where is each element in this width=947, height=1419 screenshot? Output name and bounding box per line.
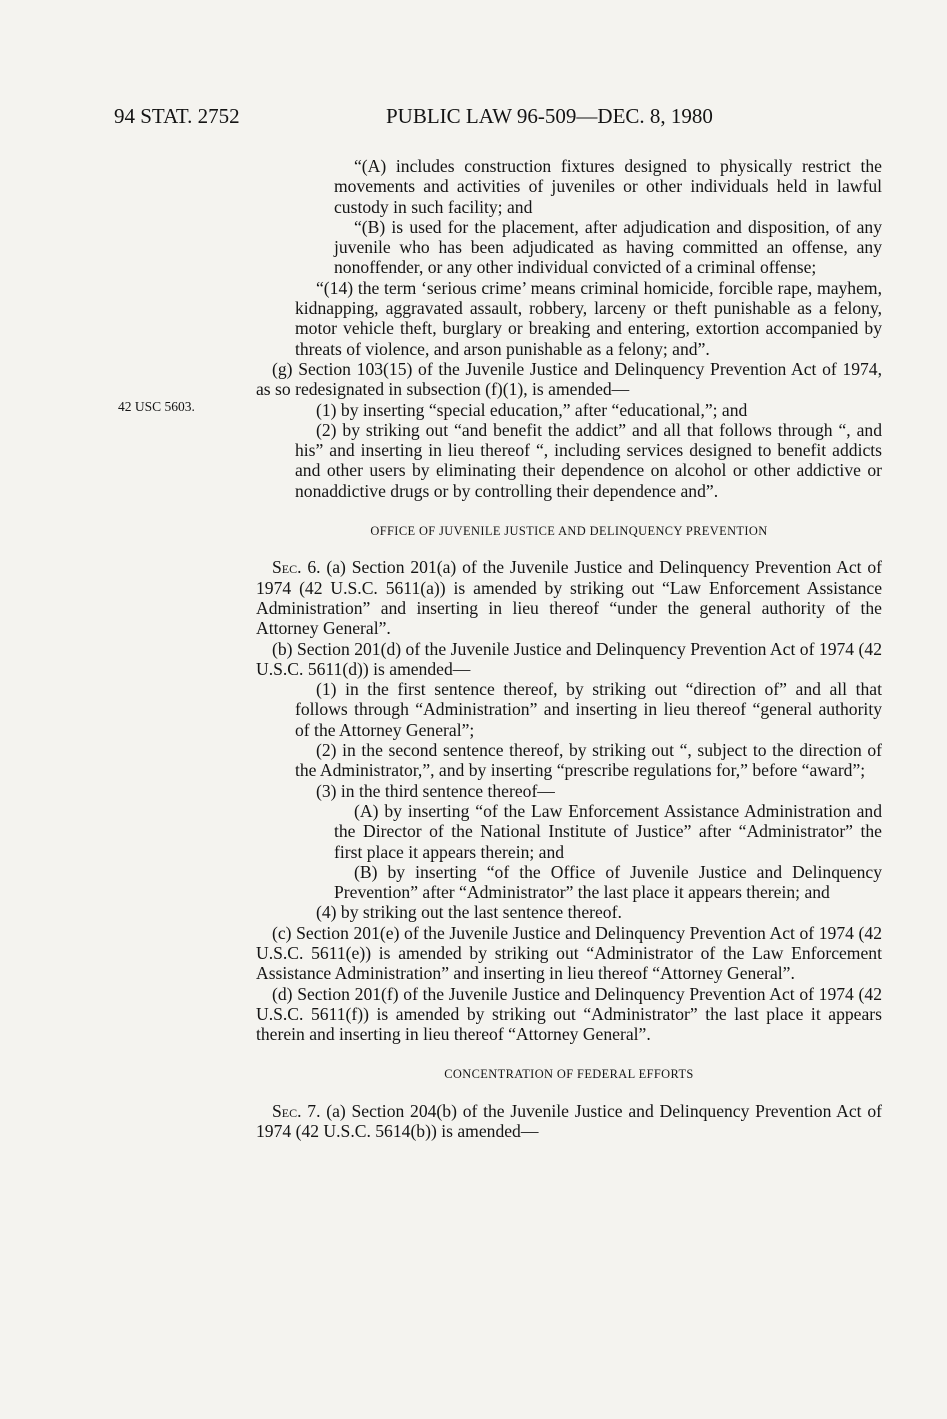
- section-7-label: Sec. 7.: [272, 1100, 321, 1121]
- section-heading-ojjdp: OFFICE OF JUVENILE JUSTICE AND DELINQUENCY PREVENTION: [370, 524, 768, 539]
- section-heading-concentration: CONCENTRATION OF FEDERAL EFFORTS: [444, 1067, 694, 1082]
- section-6a: [256, 557, 882, 638]
- section-6b-4: (4) by striking out the last sentence thereof.: [316, 902, 622, 923]
- subsection-g: (g) Section 103(15) of the Juvenile Justice and Delinquency Prevention Act of 1974, as so redesignated in subsection (f)(1), is amended—: [256, 358, 882, 400]
- section-6b: (b) Section 201(d) of the Juvenile Justice and Delinquency Prevention Act of 1974 (42 U.S.C. 5611(d)) is amended—: [256, 638, 882, 679]
- paragraph-14: “(14) the term ‘serious crime’ means criminal homicide, forcible rape, mayhem, kidnapping, aggravated assault, robbery, larceny or theft punishable as a felony, motor vehicle theft, burglary or breaking and entering, extortion accompanied by threats of violence, and arson punishable as a felony; and”.: [295, 277, 882, 359]
- section-6d: (d) Section 201(f) of the Juvenile Justice and Delinquency Prevention Act of 1974 (42 U.S.C. 5611(f)) is amended by striking out “Administrator” the last place it appears therein and inserting in lieu thereof “Attorney General”.: [256, 983, 882, 1045]
- section-6b-1: (1) in the first sentence thereof, by striking out “direction of” and all that follows through “Administration” and inserting in lieu thereof “general authority of the Attorney General”;: [295, 679, 882, 740]
- margin-citation-usc-5603: 42 USC 5603.: [118, 399, 195, 414]
- running-title: PUBLIC LAW 96-509—DEC. 8, 1980: [386, 104, 713, 128]
- subsection-g-2: (2) by striking out “and benefit the addict” and all that follows through “, and his” and inserting in lieu thereof “, including services designed to benefit addicts and other users by eliminating their dependence on alcohol or other addictive or nonaddictive drugs or by controlling their dependence and”.: [295, 419, 882, 501]
- clause-13b: “(B) is used for the placement, after adjudication and disposition, of any juvenile who has been adjudicated as having committed an offense, any nonoffender, or any other individual convicted of a criminal offense;: [334, 216, 882, 278]
- section-6a-text: (a) Section 201(a) of the Juvenile Justice and Delinquency Prevention Act of 1974 (42 U.S.C. 5611(a)) is amended by striking out “Law Enforcement Assistance Administration” and inserting in lieu thereof “under the general authority of the Attorney General”.: [256, 557, 882, 639]
- section-6b-2: (2) in the second sentence thereof, by striking out “, subject to the direction of the Administrator,”, and by inserting “prescribe regulations for,” before “award”;: [295, 740, 882, 781]
- section-7a: [256, 1101, 882, 1142]
- subsection-g-1: (1) by inserting “special education,” after “educational,”; and: [316, 399, 748, 420]
- section-6b-3a: (A) by inserting “of the Law Enforcement Assistance Administration and the Director of the National Institute of Justice” after “Administrator” the first place it appears therein; and: [334, 800, 882, 862]
- page-reference: 94 STAT. 2752: [114, 104, 240, 128]
- section-6c: (c) Section 201(e) of the Juvenile Justice and Delinquency Prevention Act of 1974 (42 U.S.C. 5611(e)) is amended by striking out “Administrator of the Law Enforcement Assistance Administration” and inserting in lieu thereof “Attorney General”.: [256, 922, 882, 984]
- section-6-label: Sec. 6.: [272, 557, 321, 578]
- section-7a-text: (a) Section 204(b) of the Juvenile Justice and Delinquency Prevention Act of 1974 (42 U.S.C. 5614(b)) is amended—: [256, 1100, 882, 1142]
- section-6b-3b: (B) by inserting “of the Office of Juvenile Justice and Delinquency Prevention” after “Administrator” the last place it appears therein; and: [334, 861, 882, 903]
- statute-body: [256, 156, 882, 1141]
- page-header: [114, 104, 784, 134]
- clause-13a: “(A) includes construction fixtures designed to physically restrict the movements and activities of juveniles or other individuals held in lawful custody in such facility; and: [334, 156, 882, 217]
- section-6b-3: (3) in the third sentence thereof—: [316, 780, 555, 801]
